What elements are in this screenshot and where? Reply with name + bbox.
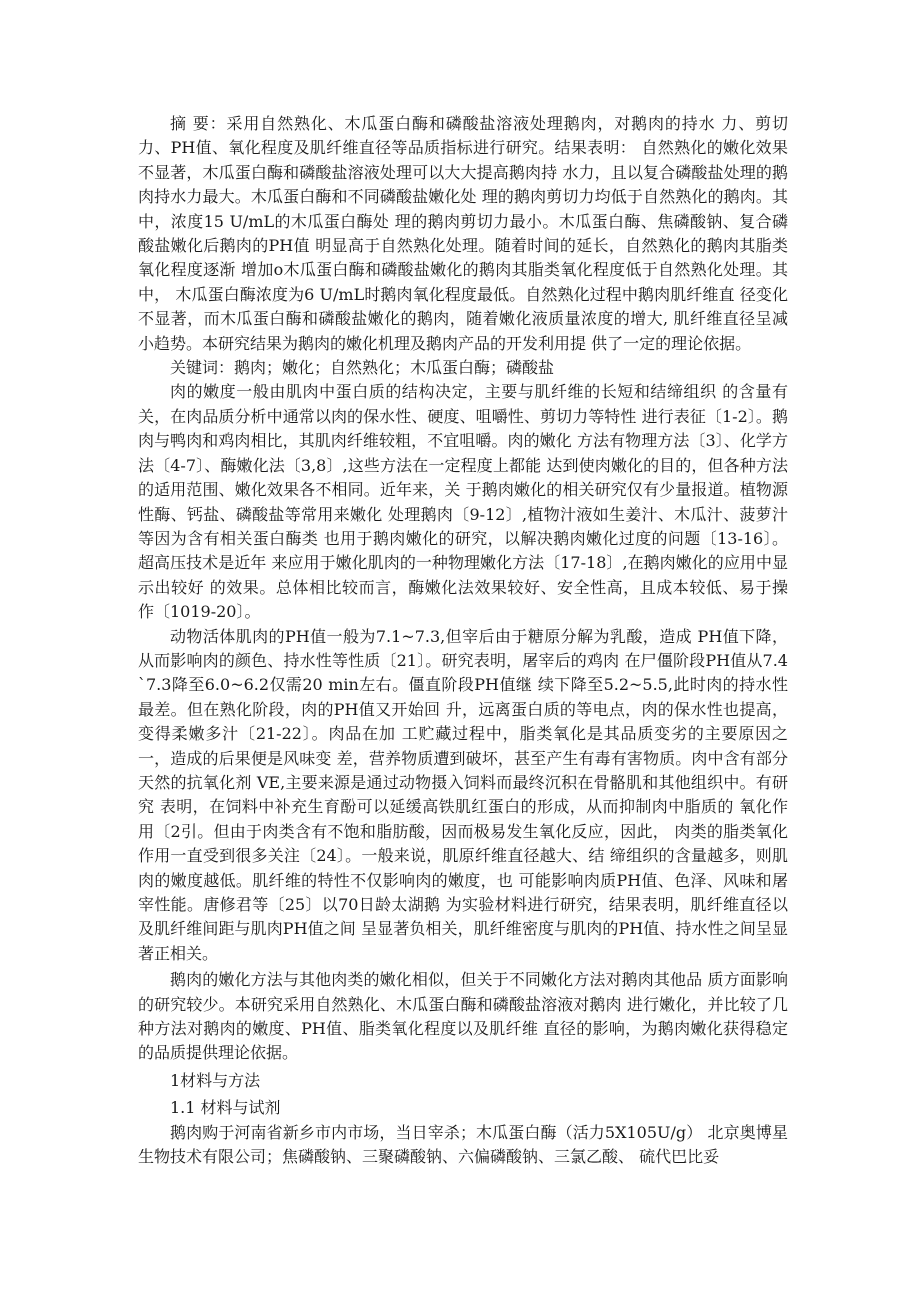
materials-paragraph: 鹅肉购于河南省新乡市内市场，当日宰杀；木瓜蛋白酶（活力5X105U/g） 北京奥博星生物技术有限公司；焦磷酸钠、三聚磷酸钠、六偏磷酸钠、三氯乙酸、 硫代巴比妥 [138,1122,788,1167]
keywords-line: 关键词：鹅肉；嫩化；自然熟化；木瓜蛋白酶；磷酸盐 [170,358,555,378]
abstract-paragraph: 摘 要：采用自然熟化、木瓜蛋白酶和磷酸盐溶液处理鹅肉，对鹅肉的持水 力、剪切力、PH值、氧化程度及肌纤维直径等品质指标进行研究。结果表明： 自然熟化的嫩化效果不显著，木瓜蛋白酶和磷酸盐溶液处理可以大大提高鹅肉持 水力，且以复合磷酸盐处理的鹅肉持水力最大。木瓜蛋白酶和不同磷酸盐嫩化处 理的鹅肉剪切力均低于自然熟化的鹅肉。其中，浓度15 U/mL的木瓜蛋白酶处 理的鹅肉剪切力最小。木瓜蛋白酶、焦磷酸钠、复合磷酸盐嫩化后鹅肉的PH值 明显高于自然熟化处理。随着时间的延长，自然熟化的鹅肉其脂类氧化程度逐渐 增加o木瓜蛋白酶和磷酸盐嫩化的鹅肉其脂类氧化程度低于自然熟化处理。其中， 木瓜蛋白酶浓度为6 U/mL时鹅肉氧化程度最低。自然熟化过程中鹅肉肌纤维直 径变化不显著，而木瓜蛋白酶和磷酸盐嫩化的鹅肉，随着嫩化液质量浓度的增大, 肌纤维直径呈减小趋势。本研究结果为鹅肉的嫩化机理及鹅肉产品的开发利用提 供了一定的理论依据。 [138,114,788,353]
intro-paragraph-3: 鹅肉的嫩化方法与其他肉类的嫩化相似，但关于不同嫩化方法对鹅肉其他品 质方面影响的研究较少。本研究采用自然熟化、木瓜蛋白酶和磷酸盐溶液对鹅肉 进行嫩化，并比较了几种方法对鹅肉的嫩度、PH值、脂类氧化程度以及肌纤维 直径的影响，为鹅肉嫩化获得稳定的品质提供理论依据。 [138,970,788,1063]
document-body [138,112,788,1169]
subsection-heading: 1.1 材料与试剂 [170,1098,281,1118]
intro-paragraph-2: 动物活体肌肉的PH值一般为7.1~7.3,但宰后由于糖原分解为乳酸，造成 PH值下降，从而影响肉的颜色、持水性等性质〔21〕。研究表明，屠宰后的鸡肉 在尸僵阶段PH值从7.4 `7.3降至6.0~6.2仅需20 min左右。僵直阶段PH值继 续下降至5.2~5.5,此时肉的持水性最差。但在熟化阶段，肉的PH值又开始回 升，远离蛋白质的等电点，肉的保水性也提高，变得柔嫩多汁〔21-22〕。肉品在加 工贮藏过程中，脂类氧化是其品质变劣的主要原因之一，造成的后果便是风味变 差，营养物质遭到破坏，甚至产生有毒有害物质。肉中含有部分天然的抗氧化剂 VE,主要来源是通过动物摄入饲料而最终沉积在骨骼肌和其他组织中。有研究 表明，在饲料中补充生育酚可以延缓高铁肌红蛋白的形成，从而抑制肉中脂质的 氧化作用〔2引。但由于肉类含有不饱和脂肪酸，因而极易发生氧化反应，因此， 肉类的脂类氧化作用一直受到很多关注〔24〕。一般来说，肌原纤维直径越大、结 缔组织的含量越多，则肌肉的嫩度越低。肌纤维的特性不仅影响肉的嫩度，也 可能影响肉质PH值、色泽、风味和屠宰性能。唐修君等〔25〕以70日龄太湖鹅 为实验材料进行研究，结果表明，肌纤维直径以及肌纤维间距与肌肉PH值之间 呈显著负相关，肌纤维密度与肌肉的PH值、持水性之间呈显著正相关。 [138,626,788,963]
intro-paragraph-1: 肉的嫩度一般由肌肉中蛋白质的结构决定，主要与肌纤维的长短和结缔组织 的含量有关，在肉品质分析中通常以肉的保水性、硬度、咀嚼性、剪切力等特性 进行表征〔1-2〕。鹅肉与鸭肉和鸡肉相比，其肌肉纤维较粗，不宜咀嚼。肉的嫩化 方法有物理方法〔3〕、化学方法〔4-7〕、酶嫩化法〔3,8〕,这些方法在一定程度上都能 达到使肉嫩化的目的，但各种方法的适用范围、嫩化效果各不相同。近年来，关 于鹅肉嫩化的相关研究仅有少量报道。植物源性酶、钙盐、磷酸盐等常用来嫩化 处理鹅肉〔9-12〕,植物汁液如生姜汁、木瓜汁、菠萝汁等因为含有相关蛋白酶类 也用于鹅肉嫩化的研究，以解决鹅肉嫩化过度的问题〔13-16〕。超高压技术是近年 来应用于嫩化肌肉的一种物理嫩化方法〔17-18〕,在鹅肉嫩化的应用中显示出较好 的效果。总体相比较而言，酶嫩化法效果较好、安全性高，且成本较低、易于操 作〔1019-20〕。 [138,382,788,622]
section-heading: 1材料与方法 [170,1070,261,1090]
